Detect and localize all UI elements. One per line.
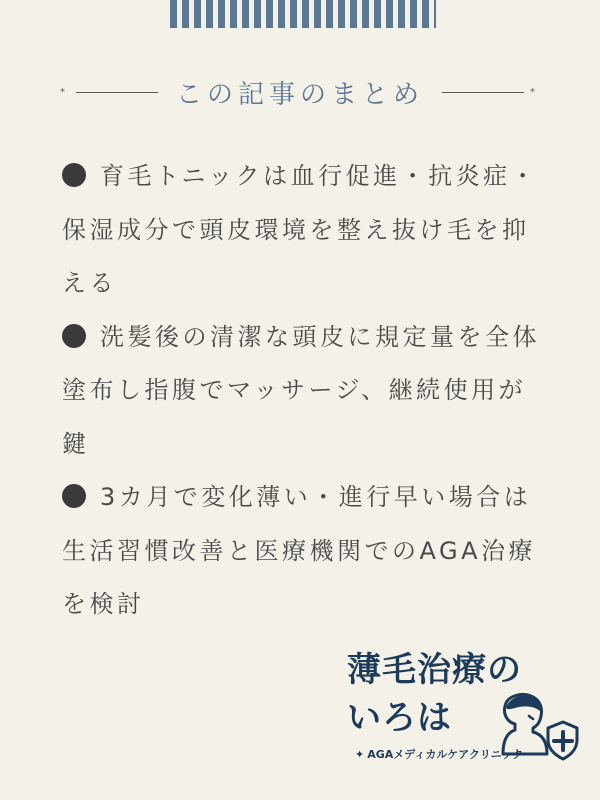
clinic-mark-icon: ✦: [355, 748, 365, 761]
divider-line-right: [442, 92, 524, 93]
bullet-icon: [62, 324, 86, 348]
divider-line-left: [76, 92, 158, 93]
site-logo: [345, 642, 580, 772]
star-icon: *: [60, 86, 65, 98]
summary-title: この記事のまとめ: [176, 79, 425, 110]
bullet-icon: [62, 484, 86, 508]
summary-item-text: 洗髪後の清潔な頭皮に規定量を全体塗布し指腹でマッサージ、継続使用が鍵: [62, 322, 540, 458]
logo-subtitle: [355, 746, 523, 762]
summary-item: [62, 311, 542, 472]
logo-subtitle-text: AGAメディカルケアクリニック: [367, 748, 524, 761]
summary-item: [62, 150, 542, 311]
logo-title-line1: 薄毛治療の: [347, 650, 522, 690]
summary-item: [62, 471, 542, 632]
summary-item-text: 育毛トニックは血行促進・抗炎症・保湿成分で頭皮環境を整え抜け毛を抑える: [62, 162, 539, 297]
bullet-icon: [62, 163, 86, 187]
summary-header: [60, 72, 540, 112]
summary-list: [62, 150, 542, 632]
star-icon: *: [530, 86, 536, 98]
summary-item-text: 3カ月で変化薄い・進行早い場合は生活習慣改善と医療機関でのAGA治療を検討: [62, 483, 537, 618]
tape-decoration: [170, 0, 436, 28]
logo-title-line2: いろは: [347, 698, 452, 738]
